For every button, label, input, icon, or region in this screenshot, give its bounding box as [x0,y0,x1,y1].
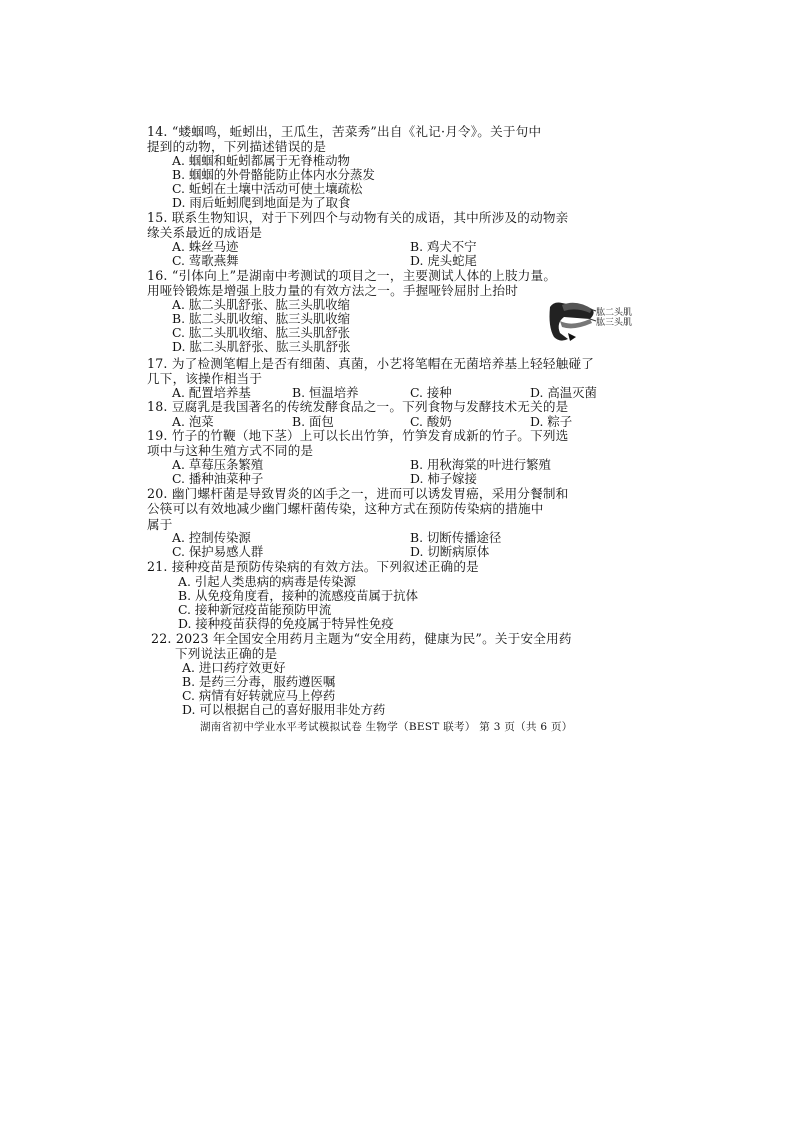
question-22 [151,631,661,662]
question-number: 19. [147,428,168,443]
question-stem-line: 下列说法正确的是 [175,646,278,662]
question-stem-line: 豆腐乳是我国著名的传统发酵食品之一。下列食物与发酵技术无关的是 [171,399,569,414]
question-number: 17. [147,356,168,371]
option-20-a: A. 控制传染源 [172,530,251,545]
question-stem-line: 用哑铃锻炼是增强上肢力量的有效方法之一。手握哑铃屈肘上抬时 [147,283,519,299]
option-21-d: D. 接种疫苗获得的免疫属于特异性免疫 [178,616,394,631]
option-15-b: B. 鸡犬不宁 [410,239,477,254]
triceps-label: 肱三头肌 [596,318,633,328]
question-stem-line: 接种疫苗是预防传染病的有效方法。下列叙述正确的是 [171,559,479,574]
option-21-c: C. 接种新冠疫苗能预防甲流 [178,602,332,617]
question-number: 18. [147,399,168,414]
option-19-d: D. 柿子嫁接 [410,471,477,486]
page-footer: 湖南省初中学业水平考试模拟试卷 生物学（BEST 联考） 第 3 页（共 6 页） [200,721,573,733]
option-22-c: C. 病情有好转就应马上停药 [182,688,336,703]
question-19 [147,428,657,459]
question-stem-line: 竹子的竹鞭（地下茎）上可以长出竹笋，竹笋发育成新的竹子。下列选 [171,428,569,443]
question-stem-line: 几下，该操作相当于 [147,371,263,387]
option-22-d: D. 可以根据自己的喜好服用非处方药 [182,702,386,717]
option-15-c: C. 莺歌燕舞 [172,253,239,268]
option-17-c: C. 接种 [410,385,452,400]
question-number: 15. [147,210,168,225]
arm-muscle-figure [546,297,646,343]
option-16-c: C. 肱二头肌收缩、肱三头肌舒张 [172,325,350,340]
question-14 [147,124,657,155]
option-20-b: B. 切断传播途径 [410,530,502,545]
option-14-c: C. 蚯蚓在土壤中活动可使土壤疏松 [172,181,363,196]
option-16-a: A. 肱二头肌舒张、肱三头肌收缩 [172,297,350,312]
question-20 [147,486,657,532]
question-stem-line: 为了检测笔帽上是否有细菌、真菌，小艺将笔帽在无菌培养基上轻轻触碰了 [171,356,595,371]
option-19-a: A. 草莓压条繁殖 [172,457,264,472]
option-15-d: D. 虎头蛇尾 [410,253,477,268]
option-21-a: A. 引起人类患病的病毒是传染源 [178,574,356,589]
option-19-b: B. 用秋海棠的叶进行繁殖 [410,457,551,472]
option-17-a: A. 配置培养基 [172,385,251,400]
option-14-d: D. 雨后蚯蚓爬到地面是为了取食 [172,195,351,210]
option-21-b: B. 从免疫角度看，接种的流感疫苗属于抗体 [178,588,419,603]
question-stem-line: 属于 [147,516,173,532]
question-stem-line: 提到的动物，下列描述错误的是 [147,139,327,155]
question-stem-line: “蝼蝈鸣，蚯蚓出，王瓜生，苦菜秀”出自《礼记·月令》。关于句中 [171,124,542,139]
question-stem-line: “引体向上”是湖南中考测试的项目之一，主要测试人体的上肢力量。 [171,268,557,283]
question-17 [147,356,657,387]
option-17-b: B. 恒温培养 [292,385,359,400]
option-16-b: B. 肱二头肌收缩、肱三头肌收缩 [172,311,351,326]
question-number: 14. [147,124,168,139]
question-stem-line: 幽门螺杆菌是导致胃炎的凶手之一，进而可以诱发胃癌，采用分餐制和 [171,486,569,501]
question-number: 16. [147,268,168,283]
question-stem-line: 联系生物知识，对于下列四个与动物有关的成语，其中所涉及的动物亲 [171,210,569,225]
option-18-d: D. 粽子 [530,414,573,429]
option-20-d: D. 切断病原体 [410,544,490,559]
option-14-b: B. 蝈蝈的外骨骼能防止体内水分蒸发 [172,167,375,182]
question-stem-line: 缘关系最近的成语是 [147,225,263,241]
option-22-a: A. 进口药疗效更好 [182,660,286,675]
question-18 [147,399,657,414]
question-number: 21. [147,559,168,574]
option-19-c: C. 播种油菜种子 [172,471,264,486]
option-17-d: D. 高温灭菌 [530,385,597,400]
biceps-label: 肱二头肌 [596,308,633,318]
option-18-c: C. 酸奶 [410,414,452,429]
question-21 [147,559,657,574]
question-15 [147,210,657,241]
question-number: 20. [147,486,168,501]
question-16 [147,268,657,299]
option-15-a: A. 蛛丝马迹 [172,239,239,254]
question-stem-line: 项中与这种生殖方式不同的是 [147,443,314,459]
option-22-b: B. 是药三分毒，服药遵医嘱 [182,674,336,689]
option-16-d: D. 肱二头肌舒张、肱三头肌舒张 [172,339,351,354]
question-stem-line: 公筷可以有效地减少幽门螺杆菌传染，这种方式在预防传染病的措施中 [147,501,544,517]
option-20-c: C. 保护易感人群 [172,544,264,559]
option-14-a: A. 蝈蝈和蚯蚓都属于无脊椎动物 [172,153,350,168]
question-stem-line: 2023 年全国安全用药月主题为“安全用药，健康为民”。关于安全用药 [175,631,572,646]
question-number: 22. [151,631,172,646]
option-18-a: A. 泡菜 [172,414,214,429]
option-18-b: B. 面包 [292,414,334,429]
